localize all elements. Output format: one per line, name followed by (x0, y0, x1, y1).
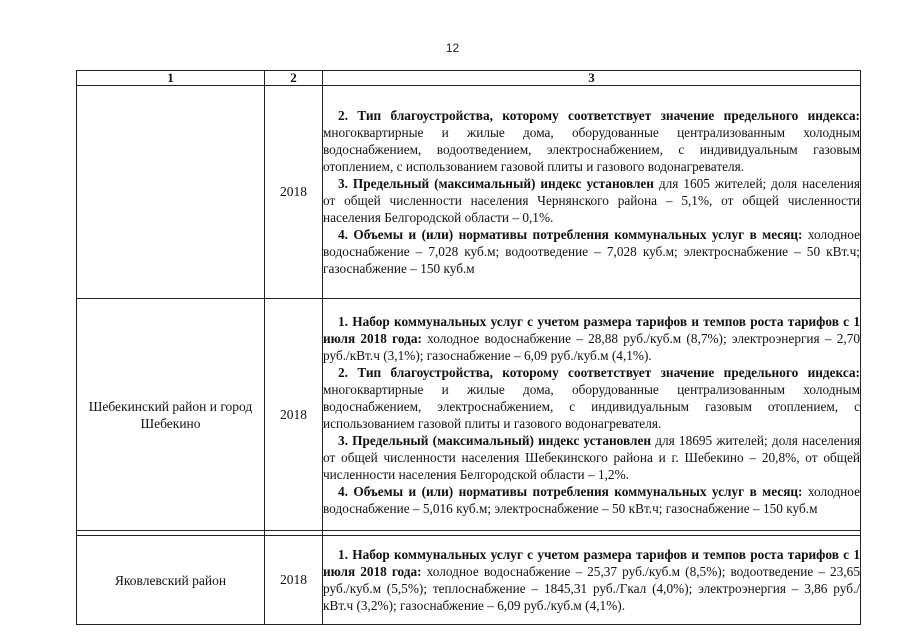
paragraph (323, 483, 860, 517)
paragraph-text: для 18695 жителей; доля населения от общей численности населения Шебекинского района и г. Шебекино – 20,8%, от общей численности населения Белгородской области – 1,2%. (323, 432, 860, 482)
paragraph-heading: 4. Объемы и (или) нормативы потребления коммунальных услуг в месяц: (338, 483, 803, 499)
table-header-row (77, 71, 861, 86)
description-cell (323, 86, 861, 299)
paragraph-heading: 1. Набор коммунальных услуг с учетом размера тарифов и темпов роста тарифов с 1 июля 2018 года: (323, 547, 860, 579)
region-cell: Шебекинский район и город Шебекино (77, 299, 265, 531)
header-col-2: 2 (265, 71, 323, 86)
paragraph (323, 226, 860, 277)
region-cell: Яковлевский район (77, 536, 265, 625)
paragraph-text: холодное водоснабжение – 5,016 куб.м; электроснабжение – 50 кВт.ч; газоснабжение – 150 куб.м (323, 483, 860, 516)
paragraph-heading: 1. Набор коммунальных услуг с учетом размера тарифов и темпов роста тарифов с 1 июля 2018 года: (323, 313, 860, 346)
paragraph (323, 175, 860, 226)
paragraph-heading: 2. Тип благоустройства, которому соответствует значение предельного индекса: (338, 108, 860, 123)
description-cell (323, 536, 861, 625)
paragraph-text: холодное водоснабжение – 25,37 руб./куб.м (8,5%); водоотведение – 23,65 руб./куб.м (5,5%); теплоснабжение – 1845,31 руб./Гкал (4,0%); электроэнергия – 3,86 руб./кВт.ч (3,2%); газоснабжение – 6,09 руб./куб.м (4,1%). (323, 564, 860, 613)
paragraph-text: многоквартирные и жилые дома, оборудованные централизованным холодным водоснабжением, водоотведением, электроснабжением, с индивидуальным газовым отоплением, с использованием газовой плиты и газового водонагревателя. (323, 125, 860, 174)
paragraph-heading: 2. Тип благоустройства, которому соответствует значение предельного индекса: (338, 364, 860, 380)
table-row (77, 299, 861, 531)
table-row (77, 86, 861, 299)
paragraph (323, 364, 860, 432)
header-col-1: 1 (77, 71, 265, 86)
paragraph-text: для 1605 жителей; доля населения от общей численности населения Чернянского района – 5,1%, от общей численности населения Белгородской области – 0,1%. (323, 176, 860, 225)
tariff-table (76, 70, 861, 625)
paragraph-heading: 4. Объемы и (или) нормативы потребления коммунальных услуг в месяц: (338, 227, 803, 242)
paragraph (323, 107, 860, 175)
page-number: 12 (445, 41, 460, 55)
paragraph (323, 432, 860, 483)
paragraph-text: холодное водоснабжение – 7,028 куб.м; водоотведение – 7,028 куб.м; электроснабжение – 50 кВт.ч; газоснабжение – 150 куб.м (323, 227, 860, 276)
paragraph (323, 313, 860, 364)
table-row (77, 536, 861, 625)
paragraph-heading: 3. Предельный (максимальный) индекс установлен (338, 176, 654, 191)
year-cell: 2018 (265, 536, 323, 625)
region-cell (77, 86, 265, 299)
paragraph-heading: 3. Предельный (максимальный) индекс установлен (338, 432, 652, 448)
paragraph-text: холодное водоснабжение – 28,88 руб./куб.м (8,7%); электроэнергия – 2,70 руб./кВт.ч (3,1%); газоснабжение – 6,09 руб./куб.м (4,1%). (323, 330, 860, 363)
description-cell (323, 299, 861, 531)
year-cell: 2018 (265, 86, 323, 299)
paragraph-text: многоквартирные и жилые дома, оборудованные централизованным холодным водоснабжением, электроснабжением, с индивидуальным газовым отоплением, с использованием газовой плиты и газового водонагревателя. (323, 381, 860, 431)
paragraph (323, 546, 860, 614)
year-cell: 2018 (265, 299, 323, 531)
header-col-3: 3 (323, 71, 861, 86)
